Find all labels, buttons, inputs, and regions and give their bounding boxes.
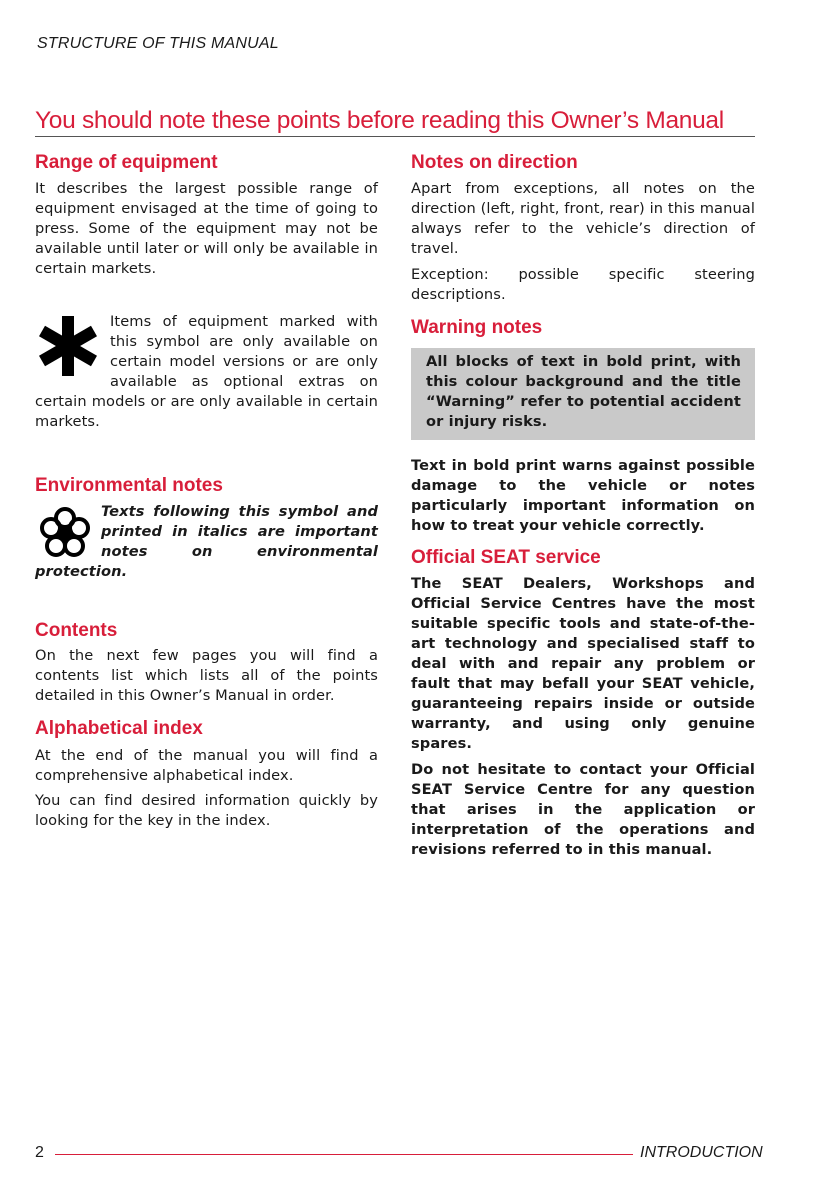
heading-environmental-notes: Environmental notes: [35, 475, 223, 496]
environmental-note-text: Texts following this symbol and printed in italics are important notes on environmental protection.: [35, 503, 378, 580]
heading-alphabetical-index: Alphabetical index: [35, 718, 203, 739]
index-text-2: You can find desired information quickly by looking for the key in the index.: [35, 792, 378, 829]
heading-range-of-equipment: Range of equipment: [35, 152, 218, 173]
asterisk-icon: [35, 314, 110, 376]
flower-icon: [35, 506, 101, 562]
service-text-1: The SEAT Dealers, Workshops and Official Service Centres have the most suitable specific tools and state-of-the-art technology and specialised staff to deal with and repair any problem or fault that may befall your SEAT vehicle, guaranteeing repairs inside or outside warranty, and using only genuine spares.: [411, 575, 755, 752]
asterisk-note: [35, 312, 378, 432]
title-divider: [35, 136, 755, 137]
index-text-1: At the end of the manual you will find a comprehensive alphabetical index.: [35, 747, 378, 784]
direction-text-2: Exception: possible specific steering descriptions.: [411, 266, 755, 303]
direction-text-1: Apart from exceptions, all notes on the direction (left, right, front, rear) in this manual always refer to the vehicle’s direction of travel.: [411, 180, 755, 257]
page-number: 2: [35, 1144, 44, 1161]
environmental-note: [35, 502, 378, 582]
asterisk-note-text: Items of equipment marked with this symbol are only available on certain model versions or are only available as optional extras on certain models or are only available in certain markets.: [35, 313, 378, 430]
service-text-2: Do not hesitate to contact your Official SEAT Service Centre for any question that arises in the application or interpretation of the operations and revisions referred to in this manual.: [411, 761, 755, 858]
contents-text: On the next few pages you will find a contents list which lists all of the points detailed in this Owner’s Manual in order.: [35, 647, 378, 704]
page-title: You should note these points before reading this Owner’s Manual: [35, 107, 724, 134]
warning-box: All blocks of text in bold print, with this colour background and the title “Warning” refer to potential accident or injury risks.: [411, 348, 755, 440]
heading-contents: Contents: [35, 620, 118, 641]
heading-official-seat-service: Official SEAT service: [411, 547, 601, 568]
running-header: STRUCTURE OF THIS MANUAL: [37, 35, 279, 52]
footer-divider: [55, 1154, 633, 1155]
heading-notes-on-direction: Notes on direction: [411, 152, 578, 173]
range-of-equipment-text: It describes the largest possible range of equipment envisaged at the time of going to press. Some of the equipment may not be available until later or will only be available in certain markets.: [35, 180, 378, 277]
bold-print-note: Text in bold print warns against possible damage to the vehicle or notes particularly important information on how to treat your vehicle correctly.: [411, 457, 755, 534]
footer-section: INTRODUCTION: [640, 1144, 763, 1161]
heading-warning-notes: Warning notes: [411, 317, 543, 338]
